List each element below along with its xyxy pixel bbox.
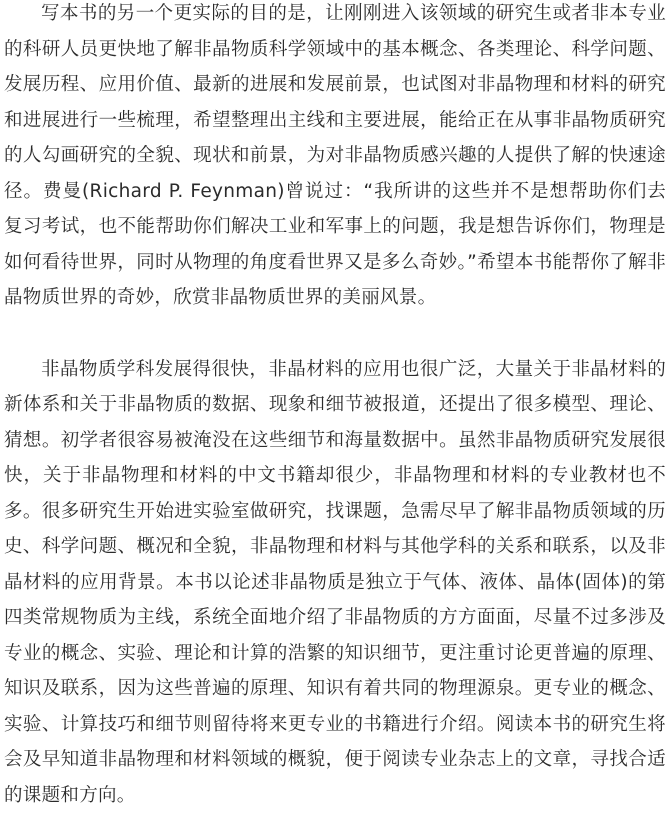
- paragraph-2: 非晶物质学科发展得很快，非晶材料的应用也很广泛，大量关于非晶材料的新体系和关于非晶物质的数据、现象和细节被报道，还提出了很多模型、理论、猜想。初学者很容易被淹没在这些细节和海量数据中。虽然非晶物质研究发展很快，关于非晶物理和材料的中文书籍却很少，非晶物理和材料的专业教材也不多。很多研究生开始进实验室做研究，找课题，急需尽早了解非晶物质领域的历史、科学问题、概况和全貌，非晶物理和材料与其他学科的关系和联系，以及非晶材料的应用背景。本书以论述非晶物质是独立于气体、液体、晶体(固体)的第四类常规物质为主线，系统全面地介绍了非晶物质的方方面面，尽量不过多涉及专业的概念、实验、理论和计算的浩繁的知识细节，更注重讨论更普遍的原理、知识及联系，因为这些普遍的原理、知识有着共同的物理源泉。更专业的概念、实验、计算技巧和细节则留待将来更专业的书籍进行介绍。阅读本书的研究生将会及早知道非晶物理和材料领域的概貌，便于阅读专业杂志上的文章，寻找合适的课题和方向。: [4, 352, 666, 813]
- paragraph-1: 写本书的另一个更实际的目的是，让刚刚进入该领域的研究生或者非本专业的科研人员更快地了解非晶物质科学领域中的基本概念、各类理论、科学问题、发展历程、应用价值、最新的进展和发展前景，也试图对非晶物理和材料的研究和进展进行一些梳理，希望整理出主线和主要进展，能给正在从事非晶物质研究的人勾画研究的全貌、现状和前景，为对非晶物质感兴趣的人提供了解的快速途径。费曼(Richard P. Feynman)曾说过：“我所讲的这些并不是想帮助你们去复习考试，也不能帮助你们解决工业和军事上的问题，我是想告诉你们，物理是如何看待世界，同时从物理的角度看世界又是多么奇妙。”希望本书能帮你了解非晶物质世界的奇妙，欣赏非晶物质世界的美丽风景。: [4, 0, 666, 316]
